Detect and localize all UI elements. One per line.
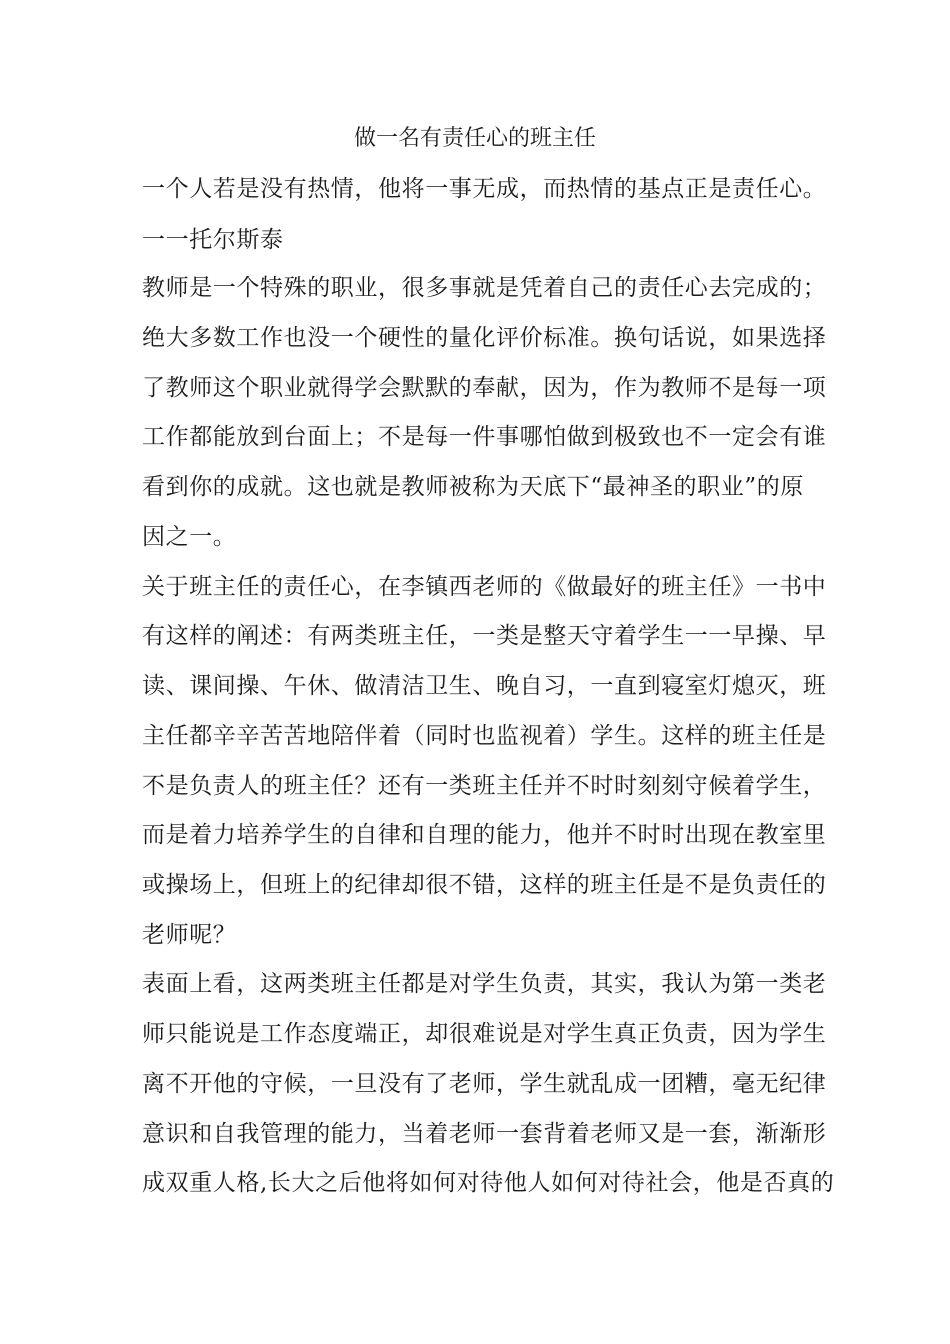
paragraph-line: 不是负责人的班主任？还有一类班主任并不时时刻刻守候着学生，	[142, 773, 827, 799]
paragraph-line: 表面上看，这两类班主任都是对学生负责，其实，我认为第一类老	[142, 971, 827, 997]
paragraph-line: 读、课间操、午休、做清洁卫生、晚自习，一直到寝室灯熄灭，班	[142, 673, 827, 699]
paragraph-line: 而是着力培养学生的自律和自理的能力，他并不时时出现在教室里	[142, 822, 827, 848]
paragraph-line: 因之一。	[142, 524, 237, 550]
epigraph-attribution: 一一托尔斯泰	[142, 227, 284, 253]
paragraph-line: 意识和自我管理的能力，当着老师一套背着老师又是一套，渐渐形	[142, 1121, 827, 1147]
paragraph-line: 绝大多数工作也没一个硬性的量化评价标准。换句话说，如果选择	[142, 325, 827, 351]
paragraph-line: 或操场上，但班上的纪律却很不错，这样的班主任是不是负责任的	[142, 872, 827, 898]
paragraph-line: 离不开他的守候，一旦没有了老师，学生就乱成一团糟，毫无纪律	[142, 1071, 827, 1097]
paragraph-line: 了教师这个职业就得学会默默的奉献，因为，作为教师不是每一项	[142, 375, 827, 401]
paragraph-line: 有这样的阐述：有两类班主任，一类是整天守着学生一一早操、早	[142, 623, 827, 649]
paragraph-line: 看到你的成就。这也就是教师被称为天底下“最神圣的职业”的原	[142, 474, 804, 500]
paragraph-line: 成双重人格,长大之后他将如何对待他人如何对待社会，他是否真的	[142, 1170, 835, 1196]
paragraph-line: 关于班主任的责任心，在李镇西老师的《做最好的班主任》一书中	[142, 574, 827, 600]
paragraph-line: 教师是一个特殊的职业，很多事就是凭着自己的责任心去完成的；	[142, 275, 827, 301]
paragraph-line: 工作都能放到台面上；不是每一件事哪怕做到极致也不一定会有谁	[142, 424, 827, 450]
paragraph-line: 老师呢？	[142, 922, 237, 948]
epigraph-line: 一个人若是没有热情，他将一事无成，而热情的基点正是责任心。	[142, 176, 827, 202]
paragraph-line: 主任都辛辛苦苦地陪伴着（同时也监视着）学生。这样的班主任是	[142, 723, 827, 749]
document-title: 做一名有责任心的班主任	[353, 126, 596, 151]
paragraph-line: 师只能说是工作态度端正，却很难说是对学生真正负责，因为学生	[142, 1021, 827, 1047]
